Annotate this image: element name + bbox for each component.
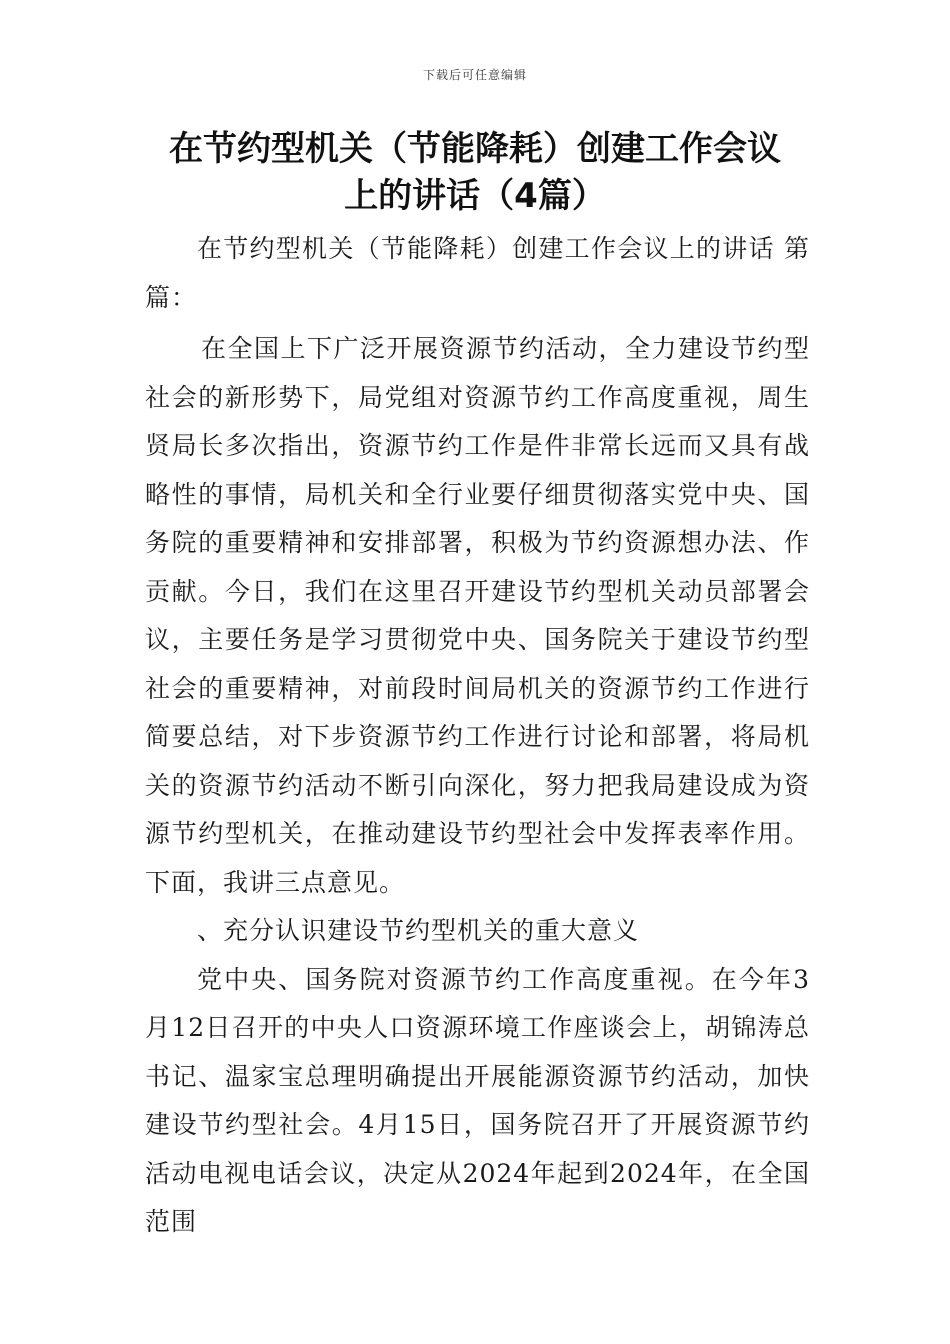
- subtitle-paragraph: 在节约型机关（节能降耗）创建工作会议上的讲话 第篇：: [145, 234, 810, 312]
- document-title: [140, 126, 810, 220]
- title-line-2: 上的讲话（4篇）: [344, 176, 606, 216]
- title-line-1: 在节约型机关（节能降耗）创建工作会议: [169, 129, 781, 169]
- section-heading: 、充分认识建设节约型机关的重大意义: [197, 916, 640, 945]
- header-note: 下载后可任意编辑: [422, 68, 527, 82]
- body-paragraph: 党中央、国务院对资源节约工作高度重视。在今年3月12日召开的中央人口资源环境工作座谈会上，胡锦涛总书记、温家宝总理明确提出开展能源资源节约活动，加快建设节约型社会。4月15日，国务院召开了开展资源节约活动电视电话会议，决定从2024年起到2024年，在全国范围: [145, 964, 810, 1236]
- document-body: [145, 225, 810, 1247]
- body-paragraph: 在全国上下广泛开展资源节约活动，全力建设节约型社会的新形势下，局党组对资源节约工作高度重视，周生贤局长多次指出，资源节约工作是件非常长远而又具有战略性的事情，局机关和全行业要仔细贯彻落实党中央、国务院的重要精神和安排部署，积极为节约资源想办法、作贡献。今日，我们在这里召开建设节约型机关动员部署会议，主要任务是学习贯彻党中央、国务院关于建设节约型社会的重要精神，对前段时间局机关的资源节约工作进行简要总结，对下步资源节约工作进行讨论和部署，将局机关的资源节约活动不断引向深化，努力把我局建设成为资源节约型机关，在推动建设节约型社会中发挥表率作用。下面，我讲三点意见。: [145, 334, 810, 897]
